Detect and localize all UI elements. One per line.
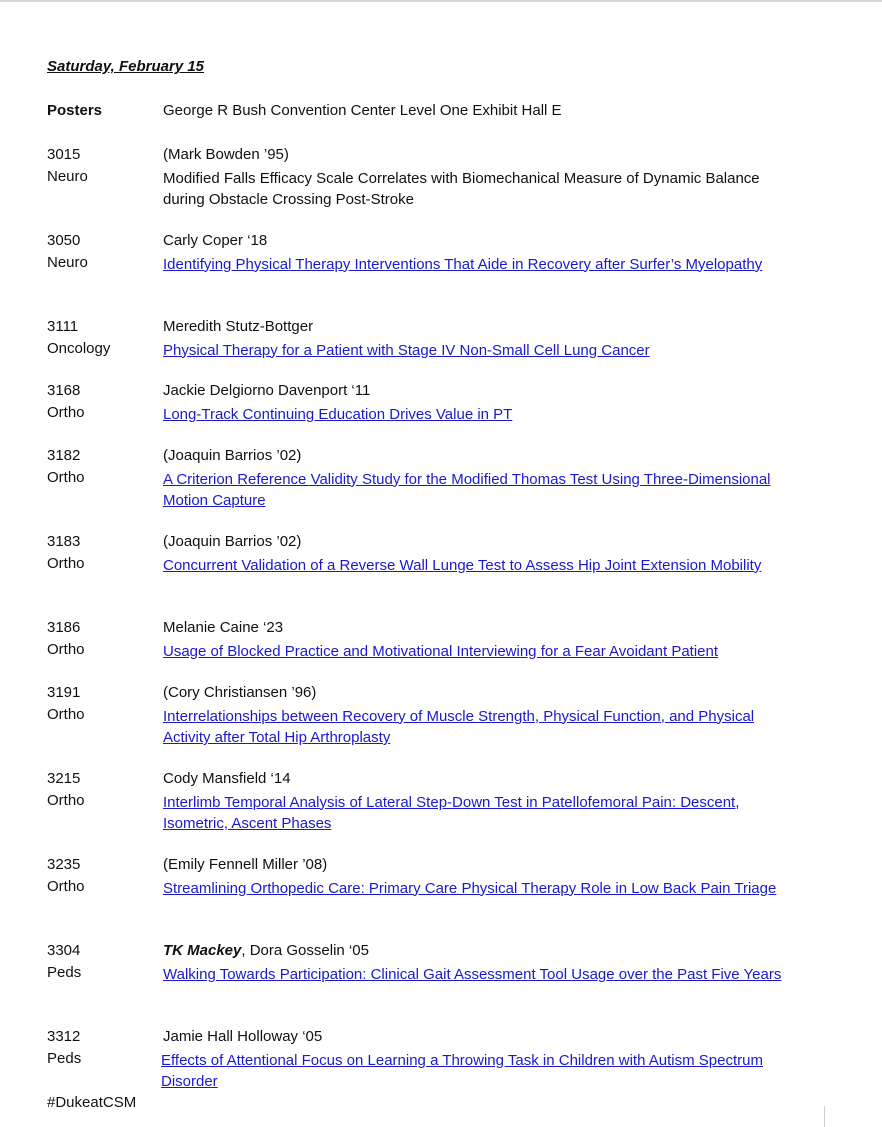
margin-rule (824, 1106, 825, 1127)
poster-category: Neuro (47, 167, 88, 185)
poster-category: Peds (47, 1049, 82, 1067)
poster-number: 3215 (47, 770, 81, 787)
poster-number: 3050 (47, 232, 81, 249)
poster-title-link[interactable]: Walking Towards Participation: Clinical Gait Assessment Tool Usage over the Past Five Years (163, 965, 782, 983)
poster-title-link[interactable]: Effects of Attentional Focus on Learning a Throwing Task in Children with Autism Spectrum Disorder (161, 1051, 763, 1090)
poster-title-link[interactable]: Identifying Physical Therapy Interventions That Aide in Recovery after Surfer’s Myelopathy (163, 255, 763, 273)
venue-label: Posters (47, 102, 103, 119)
poster-authors: Carly Coper ‘18 (163, 232, 268, 249)
poster-number: 3015 (47, 146, 81, 163)
poster-title-link[interactable]: Physical Therapy for a Patient with Stage IV Non-Small Cell Lung Cancer (163, 341, 650, 359)
poster-category: Ortho (47, 554, 85, 572)
poster-number: 3168 (47, 382, 81, 399)
poster-title-link[interactable]: Interlimb Temporal Analysis of Lateral Step-Down Test in Patellofemoral Pain: Descent, Isometric, Ascent Phases (163, 793, 740, 832)
venue-text: George R Bush Convention Center Level One Exhibit Hall E (163, 102, 562, 119)
poster-authors: (Joaquin Barrios ’02) (163, 447, 302, 464)
poster-category: Ortho (47, 877, 85, 895)
poster-number: 3304 (47, 942, 81, 959)
poster-title-link[interactable]: Long-Track Continuing Education Drives Value in PT (163, 405, 513, 423)
poster-authors: Jackie Delgiorno Davenport ‘11 (163, 382, 371, 399)
poster-authors: (Cory Christiansen ’96) (163, 684, 317, 701)
poster-title-link[interactable]: Usage of Blocked Practice and Motivational Interviewing for a Fear Avoidant Patient (163, 642, 719, 660)
poster-authors: (Mark Bowden ’95) (163, 146, 289, 163)
poster-title-link[interactable]: Streamlining Orthopedic Care: Primary Care Physical Therapy Role in Low Back Pain Triage (163, 879, 777, 897)
poster-lead-author: TK Mackey (163, 942, 242, 959)
poster-category: Neuro (47, 253, 88, 271)
poster-title-link[interactable]: Interrelationships between Recovery of Muscle Strength, Physical Function, and Physical Activity after Total Hip Arthroplasty (163, 707, 755, 746)
poster-title-link[interactable]: Concurrent Validation of a Reverse Wall Lunge Test to Assess Hip Joint Extension Mobility (163, 556, 762, 574)
poster-authors: (Emily Fennell Miller ’08) (163, 856, 328, 873)
poster-category: Ortho (47, 403, 85, 421)
poster-number: 3312 (47, 1028, 81, 1045)
poster-authors: Jamie Hall Holloway ‘05 (163, 1028, 323, 1045)
poster-authors: Meredith Stutz-Bottger (163, 318, 314, 335)
top-divider (0, 0, 882, 2)
poster-number: 3235 (47, 856, 81, 873)
poster-number: 3111 (47, 318, 79, 335)
poster-number: 3186 (47, 619, 81, 636)
page-heading: Saturday, February 15 (47, 58, 205, 75)
poster-authors: Cody Mansfield ‘14 (163, 770, 291, 787)
poster-title-link[interactable]: A Criterion Reference Validity Study for the Modified Thomas Test Using Three-Dimensional Motion Capture (163, 470, 771, 509)
poster-category: Ortho (47, 640, 85, 658)
poster-number: 3191 (47, 684, 81, 701)
poster-authors: Melanie Caine ‘23 (163, 619, 284, 636)
poster-category: Ortho (47, 705, 85, 723)
poster-category: Oncology (47, 339, 111, 357)
poster-category: Ortho (47, 468, 85, 486)
poster-number: 3183 (47, 533, 81, 550)
poster-title: Modified Falls Efficacy Scale Correlates with Biomechanical Measure of Dynamic Balance during Obstacle Crossing Post-Stroke (163, 169, 760, 208)
poster-category: Peds (47, 963, 82, 981)
poster-authors: (Joaquin Barrios ’02) (163, 533, 302, 550)
poster-number: 3182 (47, 447, 81, 464)
hashtag: #DukeatCSM (47, 1094, 137, 1111)
poster-authors (163, 942, 369, 959)
poster-coauthors: , Dora Gosselin ‘05 (241, 942, 369, 959)
poster-category: Ortho (47, 791, 85, 809)
